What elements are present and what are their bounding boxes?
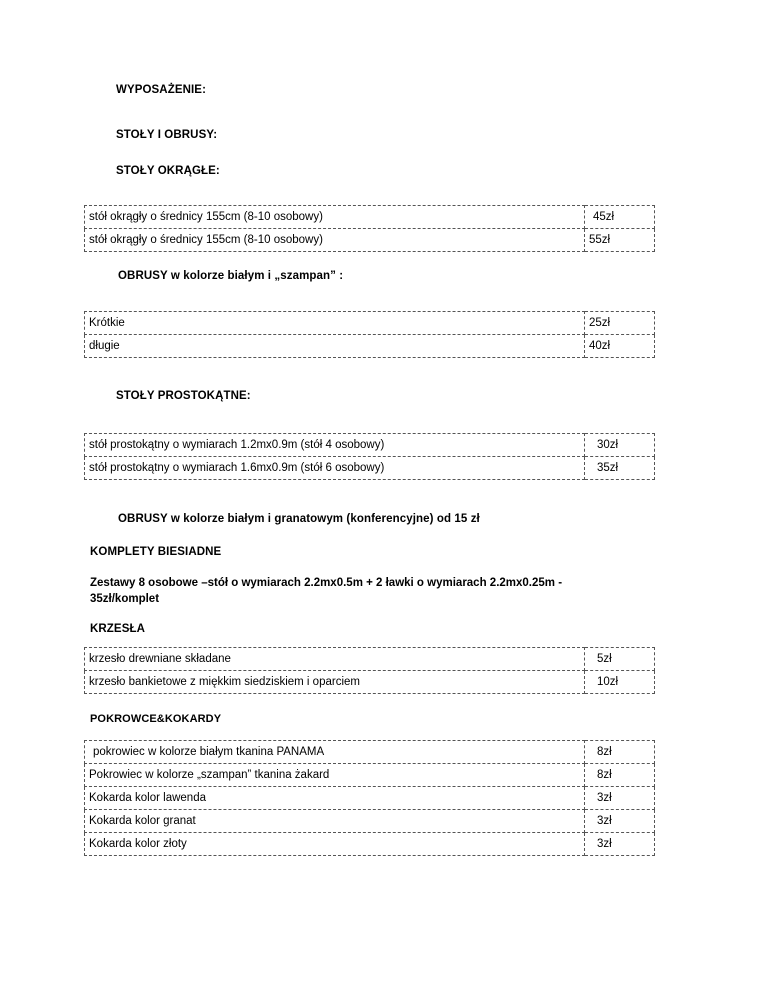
heading-obrusy-granat: OBRUSY w kolorze białym i granatowym (konferencyjne) od 15 zł [118,513,480,525]
price-cell: 8zł [585,741,655,764]
item-cell: Kokarda kolor lawenda [85,787,585,810]
item-cell: Kokarda kolor granat [85,810,585,833]
table-row [85,434,655,457]
heading-stoly-i-obrusy: STOŁY I OBRUSY: [116,129,218,141]
price-cell: 45zł [585,206,655,229]
item-cell: stół okrągły o średnicy 155cm (8-10 osobowy) [85,229,585,252]
item-cell: stół prostokątny o wymiarach 1.6mx0.9m (stół 6 osobowy) [85,457,585,480]
heading-stoly-okragle: STOŁY OKRĄGŁE: [116,165,220,177]
price-cell: 35zł [585,457,655,480]
price-cell: 30zł [585,434,655,457]
table-row [85,229,655,252]
price-cell: 40zł [585,335,655,358]
table-pokrowce-kokardy [84,740,655,856]
table-stoly-okragle [84,205,655,252]
item-cell: Krótkie [85,312,585,335]
table-row [85,335,655,358]
price-cell: 55zł [585,229,655,252]
price-cell: 25zł [585,312,655,335]
item-cell: pokrowiec w kolorze białym tkanina PANAMA [85,741,585,764]
price-cell: 5zł [585,648,655,671]
heading-obrusy-bialy-szampan: OBRUSY w kolorze białym i „szampan” : [118,270,344,282]
heading-krzesla: KRZESŁA [90,623,146,635]
item-cell: krzesło bankietowe z miękkim siedziskiem i oparciem [85,671,585,694]
price-cell: 10zł [585,671,655,694]
item-cell: stół prostokątny o wymiarach 1.2mx0.9m (stół 4 osobowy) [85,434,585,457]
table-row [85,648,655,671]
item-cell: Kokarda kolor złoty [85,833,585,856]
table-row [85,810,655,833]
price-cell: 8zł [585,764,655,787]
zestawy-text-line1: Zestawy 8 osobowe –stół o wymiarach 2.2mx0.5m + 2 ławki o wymiarach 2.2mx0.25m - [90,577,563,589]
heading-stoly-prostokatne: STOŁY PROSTOKĄTNE: [116,390,251,402]
table-row [85,206,655,229]
table-row [85,741,655,764]
zestawy-text-line2: 35zł/komplet [90,593,160,605]
item-cell: długie [85,335,585,358]
table-row [85,787,655,810]
table-stoly-prostokatne [84,433,655,480]
table-row [85,457,655,480]
item-cell: stół okrągły o średnicy 155cm (8-10 osobowy) [85,206,585,229]
heading-wyposazenie: WYPOSAŻENIE: [116,84,207,96]
item-cell: Pokrowiec w kolorze „szampan” tkanina żakard [85,764,585,787]
table-row [85,671,655,694]
table-row [85,833,655,856]
table-obrusy [84,311,655,358]
price-cell: 3zł [585,833,655,856]
heading-pokrowce-kokardy: POKROWCE&KOKARDY [90,713,222,725]
price-cell: 3zł [585,787,655,810]
table-row [85,764,655,787]
heading-komplety-biesiadne: KOMPLETY BIESIADNE [90,546,222,558]
item-cell: krzesło drewniane składane [85,648,585,671]
table-row [85,312,655,335]
table-krzesla [84,647,655,694]
price-cell: 3zł [585,810,655,833]
